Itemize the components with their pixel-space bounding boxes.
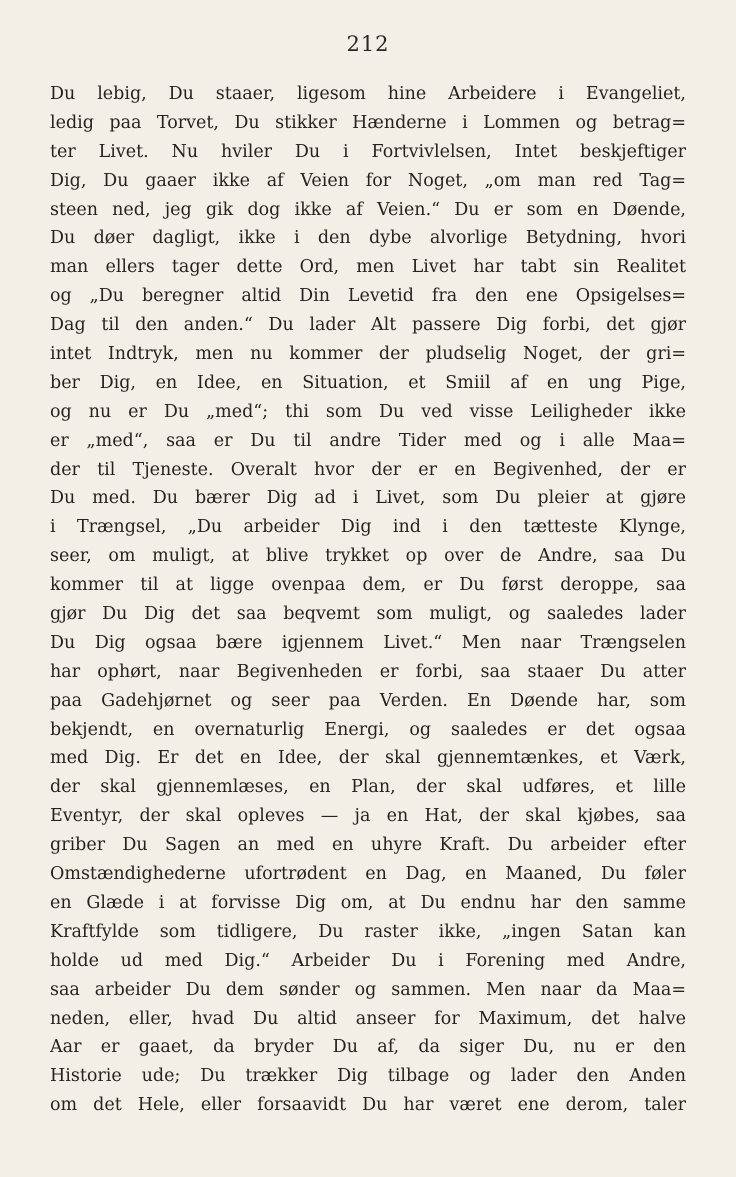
text-line: Du døer dagligt, ikke i den dybe alvorlige Betydning, hvori <box>50 228 686 249</box>
text-line: gjør Du Dig det saa beqvemt som muligt, og saaledes lader <box>50 604 686 625</box>
text-line: i Trængsel, „Du arbeider Dig ind i den tætteste Klynge, <box>50 517 686 538</box>
text-line: saa arbeider Du dem sønder og sammen. Men naar da Maa= <box>50 979 686 1000</box>
text-line: ledig paa Torvet, Du stikker Hænderne i Lommen og betrag= <box>50 112 686 133</box>
page-number: 212 <box>346 32 390 56</box>
text-line: Historie ude; Du trækker Dig tilbage og lader den Anden <box>50 1066 686 1087</box>
text-line: Eventyr, der skal opleves — ja en Hat, der skal kjøbes, saa <box>50 806 686 827</box>
text-line: paa Gadehjørnet og seer paa Verden. En Døende har, som <box>50 690 686 711</box>
text-line: Aar er gaaet, da bryder Du af, da siger Du, nu er den <box>50 1037 686 1058</box>
text-line: man ellers tager dette Ord, men Livet har tabt sin Realitet <box>50 257 686 278</box>
text-line: Omstændighederne ufortrødent en Dag, en Maaned, Du føler <box>50 864 686 885</box>
text-line: er „med“, saa er Du til andre Tider med og i alle Maa= <box>50 430 686 451</box>
text-line: ber Dig, en Idee, en Situation, et Smiil af en ung Pige, <box>50 372 686 393</box>
text-line: har ophørt, naar Begivenheden er forbi, saa staaer Du atter <box>50 661 686 682</box>
text-line: med Dig. Er det en Idee, der skal gjennemtænkes, et Værk, <box>50 748 686 769</box>
text-line: Du med. Du bærer Dig ad i Livet, som Du pleier at gjøre <box>50 488 686 509</box>
text-line: bekjendt, en overnaturlig Energi, og saaledes er det ogsaa <box>50 719 686 740</box>
text-line: Du lebig, Du staaer, ligesom hine Arbeidere i Evangeliet, <box>50 84 686 104</box>
text-line: steen ned, jeg gik dog ikke af Veien.“ Du er som en Døende, <box>50 199 686 220</box>
text-line: om det Hele, eller forsaavidt Du har været ene derom, taler <box>50 1095 686 1116</box>
text-line: neden, eller, hvad Du altid anseer for Maximum, det halve <box>50 1008 686 1029</box>
text-line: Kraftfylde som tidligere, Du raster ikke, „ingen Satan kan <box>50 921 686 942</box>
text-line: holde ud med Dig.“ Arbeider Du i Forening med Andre, <box>50 950 686 971</box>
text-line: en Glæde i at forvisse Dig om, at Du endnu har den samme <box>50 892 686 913</box>
text-line: kommer til at ligge ovenpaa dem, er Du først deroppe, saa <box>50 575 686 596</box>
text-line: intet Indtryk, men nu kommer der pludselig Noget, der gri= <box>50 344 686 365</box>
text-line: Dag til den anden.“ Du lader Alt passere Dig forbi, det gjør <box>50 315 686 336</box>
text-line: seer, om muligt, at blive trykket op over de Andre, saa Du <box>50 546 686 567</box>
text-line: der til Tjeneste. Overalt hvor der er en Begivenhed, der er <box>50 459 686 480</box>
text-line: griber Du Sagen an med en uhyre Kraft. Du arbeider efter <box>50 835 686 856</box>
text-line: ter Livet. Nu hviler Du i Fortvivlelsen, Intet beskjeftiger <box>50 141 686 162</box>
text-line: og nu er Du „med“; thi som Du ved visse Leiligheder ikke <box>50 401 686 422</box>
text-line: Dig, Du gaaer ikke af Veien for Noget, „om man red Tag= <box>50 170 686 191</box>
body-text <box>50 80 686 1120</box>
text-line: Du Dig ogsaa bære igjennem Livet.“ Men naar Trængselen <box>50 632 686 653</box>
text-line: der skal gjennemlæses, en Plan, der skal udføres, et lille <box>50 777 686 798</box>
text-line: og „Du beregner altid Din Levetid fra den ene Opsigelses= <box>50 286 686 307</box>
